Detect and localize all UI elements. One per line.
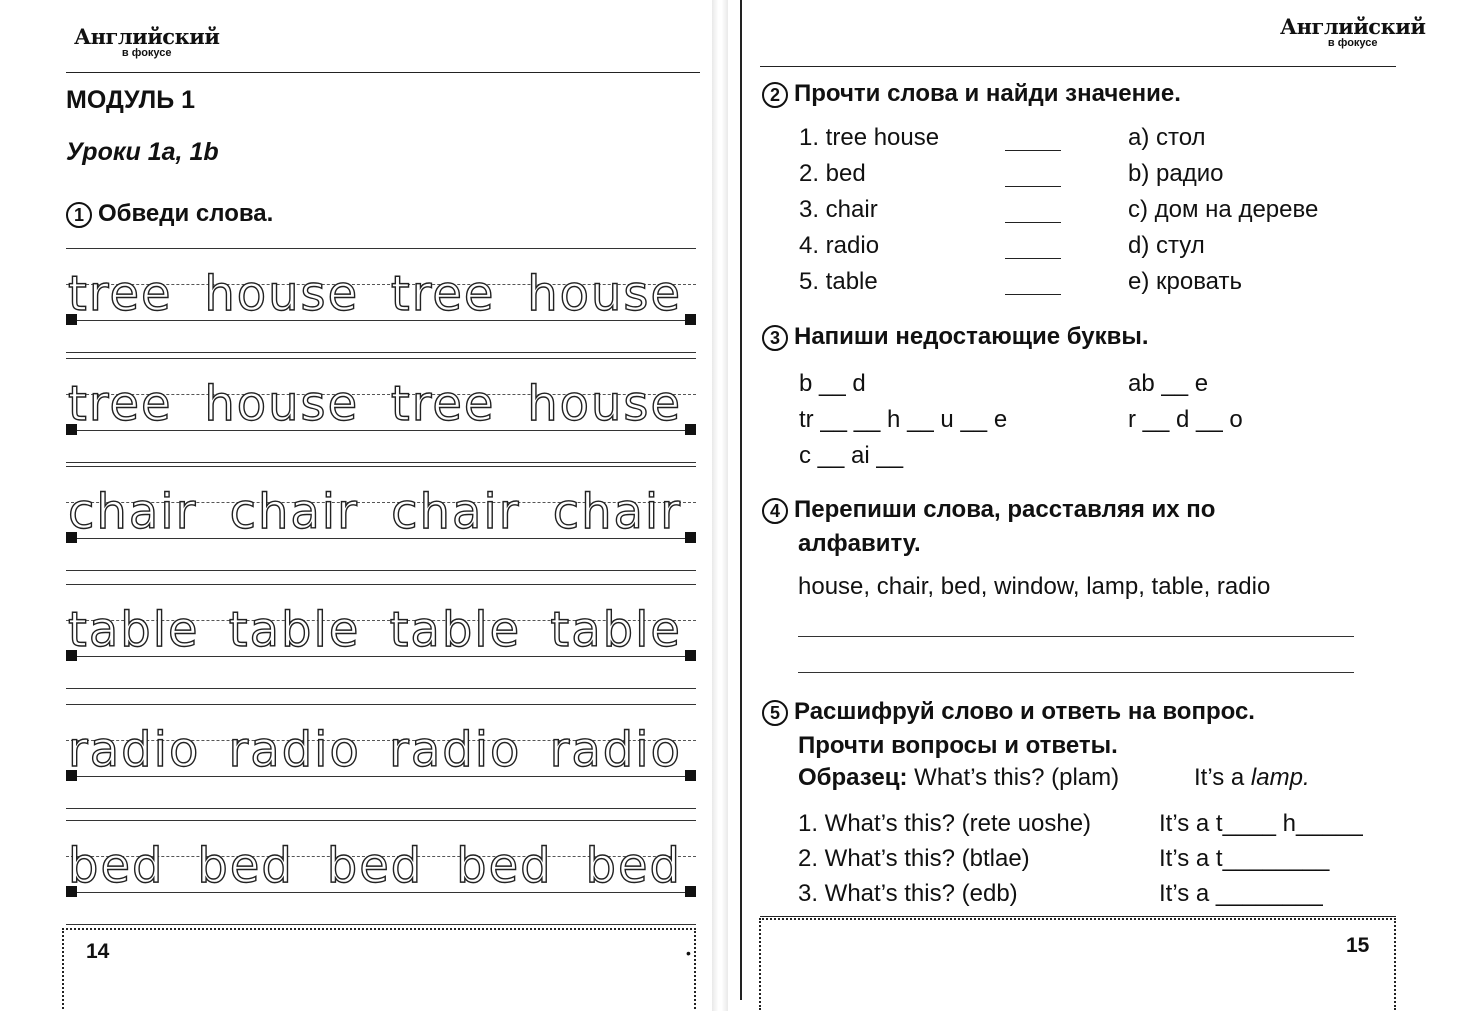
logo-sub-text-right: в фокусе bbox=[1327, 37, 1378, 49]
traced-word: chair bbox=[391, 484, 521, 540]
missing-letters-table: ab __ e bbox=[1128, 370, 1209, 397]
guide-line bbox=[66, 248, 696, 249]
russian-meaning: d) стул bbox=[1128, 232, 1205, 259]
writing-row[interactable] bbox=[66, 704, 696, 809]
traced-word: table bbox=[228, 602, 361, 658]
page-number: 14 bbox=[86, 940, 110, 963]
english-word: 2. bed bbox=[799, 160, 866, 187]
russian-meaning: b) радио bbox=[1128, 160, 1224, 187]
traced-word: radio bbox=[549, 722, 682, 778]
answer-blank[interactable] bbox=[1005, 186, 1061, 187]
task3-number: 3 bbox=[762, 325, 788, 351]
task2-title: Прочти слова и найди значение. bbox=[794, 80, 1181, 107]
logo-main-text-right: Английский bbox=[1280, 14, 1426, 39]
task5-sample bbox=[798, 764, 1119, 792]
missing-letters-radio: r __ d __ o bbox=[1128, 406, 1243, 433]
traced-words bbox=[68, 266, 696, 322]
english-word: 3. chair bbox=[799, 196, 878, 223]
task5-heading bbox=[762, 698, 1255, 726]
writing-row[interactable] bbox=[66, 584, 696, 689]
matching-row bbox=[799, 160, 1379, 194]
traced-word: radio bbox=[389, 722, 522, 778]
traced-word: bed bbox=[456, 838, 553, 894]
task4-number: 4 bbox=[762, 498, 788, 524]
writing-row[interactable] bbox=[66, 248, 696, 353]
question-text: 3. What’s this? (edb) bbox=[798, 880, 1018, 907]
book-gutter bbox=[712, 0, 728, 1011]
traced-words bbox=[68, 602, 696, 658]
task5-number: 5 bbox=[762, 700, 788, 726]
question-text: 2. What’s this? (btlae) bbox=[798, 845, 1030, 872]
traced-word: bed bbox=[197, 838, 294, 894]
answer-prompt[interactable]: It’s a ________ bbox=[1159, 880, 1323, 907]
task3-heading bbox=[762, 323, 1149, 351]
task4-title-line1: Перепиши слова, расставляя их по bbox=[794, 496, 1216, 523]
traced-word: bed bbox=[68, 838, 165, 894]
traced-word: radio bbox=[228, 722, 361, 778]
question-text: 1. What’s this? (rete uoshe) bbox=[798, 810, 1092, 837]
sample-question: What’s this? (plam) bbox=[914, 764, 1120, 791]
english-word: 1. tree house bbox=[799, 124, 940, 151]
task2-heading bbox=[762, 80, 1181, 108]
task4-heading bbox=[762, 496, 1215, 524]
logo-main-text: Английский bbox=[74, 24, 220, 49]
traced-word: tree bbox=[390, 376, 496, 432]
task1-heading bbox=[66, 200, 273, 228]
missing-letters-bed: b __ d bbox=[799, 370, 866, 397]
missing-letters-chair: c __ ai __ bbox=[799, 442, 904, 469]
traced-word: radio bbox=[68, 722, 201, 778]
sample-answer-prefix: It’s a bbox=[1194, 764, 1245, 791]
answer-blank[interactable] bbox=[1005, 258, 1061, 259]
guide-line bbox=[66, 584, 696, 585]
task3-title: Напиши недостающие буквы. bbox=[794, 323, 1149, 350]
matching-row bbox=[799, 232, 1379, 266]
traced-word: tree bbox=[390, 266, 496, 322]
guide-line bbox=[66, 808, 696, 809]
task4-title-line2: алфавиту. bbox=[798, 530, 921, 557]
writing-row[interactable] bbox=[66, 820, 696, 925]
sample-label: Образец: bbox=[798, 764, 908, 791]
guide-line bbox=[66, 924, 696, 925]
header-rule bbox=[66, 72, 700, 73]
lessons-title: Уроки 1a, 1b bbox=[66, 138, 219, 166]
writing-row[interactable] bbox=[66, 358, 696, 463]
guide-line bbox=[66, 688, 696, 689]
answer-prompt[interactable]: It’s a t____ h_____ bbox=[1159, 810, 1363, 837]
traced-word: tree bbox=[68, 266, 173, 322]
guide-line bbox=[66, 570, 696, 571]
answer-prompt[interactable]: It’s a t________ bbox=[1159, 845, 1330, 872]
traced-word: chair bbox=[68, 484, 198, 540]
guide-line bbox=[66, 704, 696, 705]
sample-answer-word: lamp. bbox=[1250, 764, 1310, 791]
left-page bbox=[0, 0, 712, 1011]
matching-row bbox=[799, 196, 1379, 230]
matching-row bbox=[799, 268, 1379, 302]
traced-words bbox=[68, 838, 696, 894]
task4-answer-line-2[interactable] bbox=[798, 672, 1354, 673]
traced-word: bed bbox=[585, 838, 682, 894]
footer-rule-right bbox=[760, 916, 1396, 917]
guide-line bbox=[66, 462, 696, 463]
russian-meaning: c) дом на дереве bbox=[1128, 196, 1319, 223]
traced-word: bed bbox=[326, 838, 424, 894]
task5-title-line2: Прочти вопросы и ответы. bbox=[798, 732, 1118, 759]
task4-answer-line-1[interactable] bbox=[798, 636, 1354, 637]
page-footer-box bbox=[62, 928, 696, 1011]
task2-number: 2 bbox=[762, 82, 788, 108]
page-footer-box-right bbox=[759, 918, 1396, 1010]
answer-blank[interactable] bbox=[1005, 150, 1061, 151]
traced-words bbox=[68, 722, 696, 778]
russian-meaning: a) стол bbox=[1128, 124, 1206, 151]
traced-word: house bbox=[204, 376, 360, 432]
traced-word: table bbox=[68, 602, 200, 658]
traced-word: house bbox=[527, 266, 682, 322]
guide-line bbox=[66, 358, 696, 359]
answer-blank[interactable] bbox=[1005, 294, 1061, 295]
guide-line bbox=[66, 352, 696, 353]
traced-word: table bbox=[550, 602, 682, 658]
missing-letters-tree-house: tr __ __ h __ u __ e bbox=[799, 406, 1008, 433]
task5-title-line1: Расшифруй слово и ответь на вопрос. bbox=[794, 698, 1255, 725]
footer-dot: • bbox=[686, 945, 691, 961]
traced-word: chair bbox=[229, 484, 359, 540]
writing-row[interactable] bbox=[66, 466, 696, 571]
series-logo-right bbox=[1280, 16, 1425, 49]
traced-words bbox=[68, 376, 696, 432]
series-logo bbox=[74, 26, 219, 59]
sample-answer bbox=[1194, 764, 1310, 792]
traced-word: table bbox=[389, 602, 522, 658]
traced-word: tree bbox=[68, 376, 173, 432]
russian-meaning: e) кровать bbox=[1128, 268, 1242, 295]
task4-word-list: house, chair, bed, window, lamp, table, radio bbox=[798, 573, 1271, 600]
task1-title: Обведи слова. bbox=[98, 200, 274, 227]
english-word: 5. table bbox=[799, 268, 878, 295]
guide-line bbox=[66, 820, 696, 821]
logo-sub-text: в фокусе bbox=[121, 47, 172, 59]
traced-word: house bbox=[204, 266, 360, 322]
traced-word: house bbox=[527, 376, 682, 432]
traced-word: chair bbox=[552, 484, 682, 540]
header-rule-right bbox=[760, 66, 1396, 67]
guide-line bbox=[66, 466, 696, 467]
page-number-right: 15 bbox=[1346, 934, 1370, 957]
module-title: МОДУЛЬ 1 bbox=[66, 86, 196, 114]
english-word: 4. radio bbox=[799, 232, 880, 259]
matching-row bbox=[799, 124, 1379, 158]
traced-words bbox=[68, 484, 696, 540]
task1-number: 1 bbox=[66, 202, 92, 228]
answer-blank[interactable] bbox=[1005, 222, 1061, 223]
